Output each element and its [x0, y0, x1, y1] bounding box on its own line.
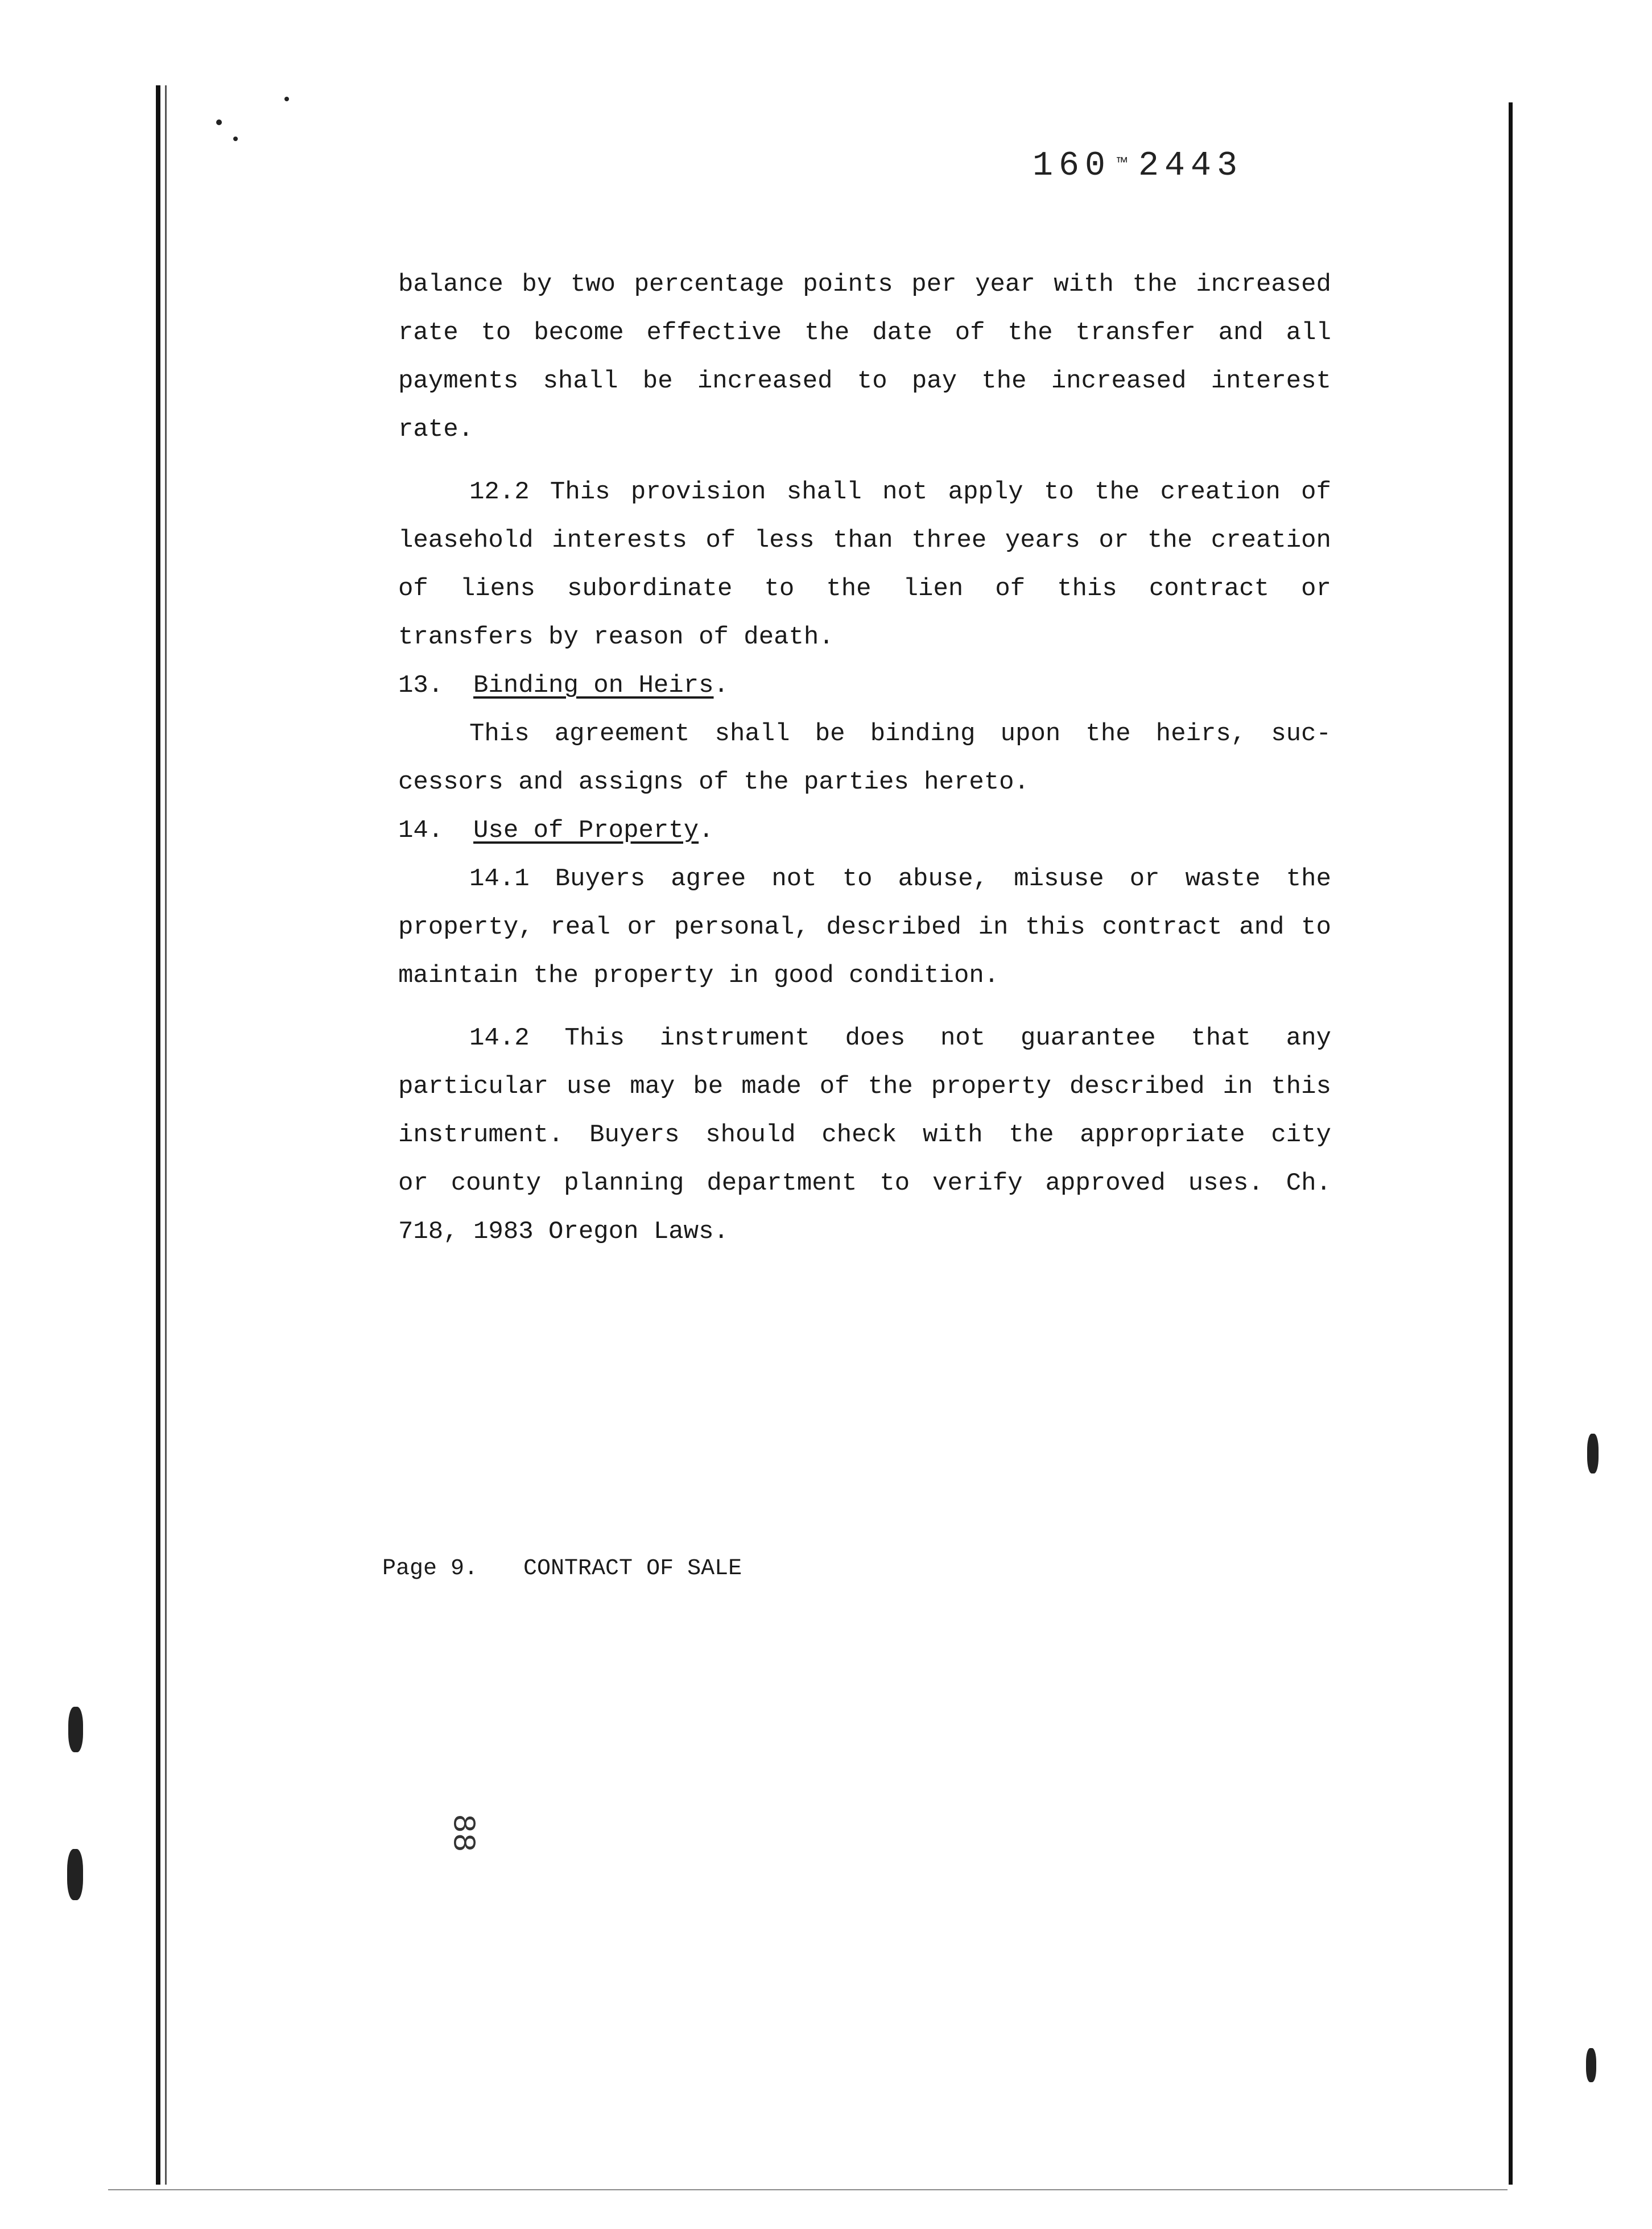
text-line: 14.1 Buyers agree not to abuse, misuse or waste the	[469, 865, 1331, 893]
text-line: of liens subordinate to the lien of this contract or	[398, 575, 1331, 603]
text-line: transfers by reason of death.	[398, 623, 834, 651]
section-title: Use of Property	[473, 816, 699, 845]
text-line: rate to become effective the date of the transfer and all	[398, 319, 1331, 347]
text-line: instrument. Buyers should check with the appropriate city	[398, 1121, 1331, 1149]
scan-speck	[216, 119, 222, 125]
scan-speck	[1587, 1434, 1599, 1473]
text-line: payments shall be increased to pay the increased interest	[398, 367, 1331, 395]
section-title: Binding on Heirs	[473, 671, 714, 700]
book-number: 160	[1032, 147, 1112, 185]
scan-edge-right	[1509, 102, 1513, 2185]
footer-title: CONTRACT OF SALE	[523, 1556, 742, 1582]
page-number: 2443	[1138, 147, 1244, 185]
section-heading-13	[398, 668, 1331, 703]
handwritten-mark: 88	[444, 1814, 481, 1852]
scan-edge-left-inner	[165, 85, 167, 2185]
section-number: 14.	[398, 816, 444, 845]
scan-speck	[1586, 2048, 1596, 2082]
book-page-number	[1032, 147, 1243, 185]
scan-edge-bottom	[108, 2189, 1508, 2190]
section-title-punct: .	[699, 816, 714, 845]
section-number: 13.	[398, 671, 444, 700]
text-line: leasehold interests of less than three years or the creation	[398, 526, 1331, 555]
section-heading-14	[398, 814, 1331, 848]
scan-speck	[68, 1707, 83, 1752]
scan-speck	[233, 137, 238, 141]
text-line: 14.2 This instrument does not guarantee that any	[469, 1024, 1331, 1052]
text-line: particular use may be made of the property described in this	[398, 1072, 1331, 1101]
footer-page-label: Page 9.	[382, 1556, 478, 1582]
page-footer	[382, 1556, 787, 1582]
text-line: or county planning department to verify approved uses. Ch.	[398, 1169, 1331, 1198]
text-line: maintain the property in good condition.	[398, 961, 1000, 990]
text-line: property, real or personal, described in this contract and to	[398, 913, 1331, 942]
page-number-separator: ™	[1117, 156, 1133, 176]
scan-speck	[284, 97, 289, 101]
text-line: 12.2 This provision shall not apply to the creation of	[469, 478, 1331, 506]
text-line: cessors and assigns of the parties hereto.	[398, 768, 1029, 796]
text-line: This agreement shall be binding upon the heirs, suc-	[469, 720, 1331, 748]
scan-edge-left	[156, 85, 160, 2185]
text-line: 718, 1983 Oregon Laws.	[398, 1217, 729, 1246]
scan-speck	[67, 1849, 83, 1900]
section-title-punct: .	[713, 671, 729, 700]
text-line: balance by two percentage points per year with the increased	[398, 270, 1331, 299]
text-line: rate.	[398, 415, 474, 444]
